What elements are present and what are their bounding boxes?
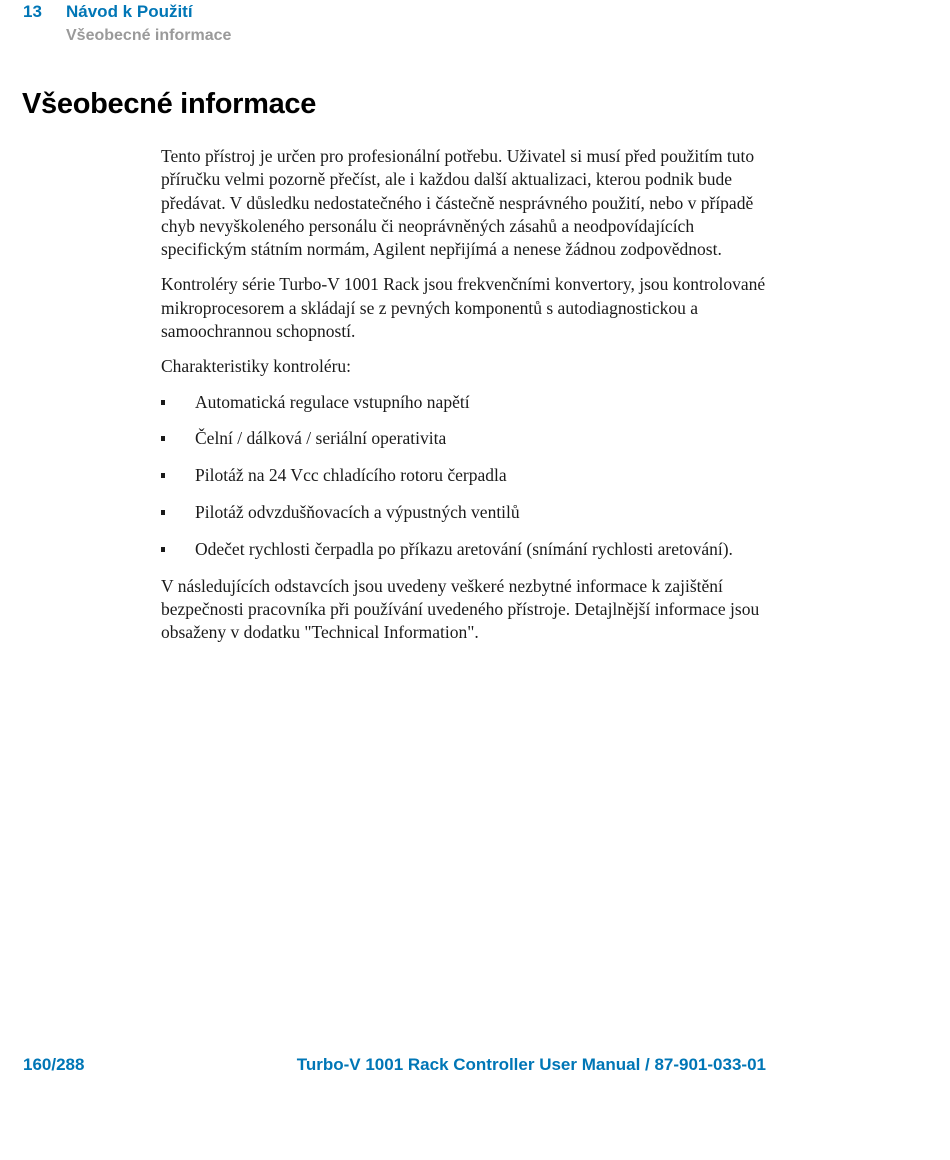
section-title: Všeobecné informace — [66, 27, 232, 44]
list-item-text: Pilotáž odvzdušňovacích a výpustných ventilů — [195, 502, 520, 523]
page-title: Všeobecné informace — [22, 88, 317, 120]
chapter-title: Návod k Použití — [66, 2, 193, 21]
bullet-square-icon — [161, 547, 165, 552]
paragraph-intro: Tento přístroj je určen pro profesionální potřebu. Uživatel si musí před použitím tuto příručku velmi pozorně přečíst, ale i každou další aktualizaci, kterou podnik bude předávat. V důsledku nedostatečného i částečně nesprávného použití, nebo v případě chyb nevyškoleného personálu či neoprávněných zásahů a neodpovídajících specifickým státním normám, Agilent nepřijímá a nenese žádnou zodpovědnost. — [161, 146, 755, 260]
bullet-square-icon — [161, 473, 165, 478]
bullet-square-icon — [161, 436, 165, 441]
list-item-text: Čelní / dálková / seriální operativita — [195, 428, 447, 449]
list-item — [161, 464, 781, 487]
list-item — [161, 538, 781, 561]
characteristics-list — [161, 391, 781, 561]
paragraph-characteristics: Charakteristiky kontroléru: — [161, 356, 352, 377]
chapter-number: 13 — [23, 2, 42, 21]
list-item-text: Odečet rychlosti čerpadla po příkazu aretování (snímání rychlosti aretování). — [195, 538, 733, 559]
list-item-text: Pilotáž na 24 Vcc chladícího rotoru čerpadla — [195, 465, 507, 486]
list-item — [161, 501, 781, 524]
list-item — [161, 391, 781, 414]
bullet-square-icon — [161, 510, 165, 515]
page-number: 160/288 — [23, 1055, 85, 1074]
main-content — [161, 145, 781, 657]
list-item — [161, 427, 781, 450]
list-item-text: Automatická regulace vstupního napětí — [195, 391, 470, 412]
paragraph-closing: V následujících odstavcích jsou uvedeny veškeré nezbytné informace k zajištění bezpečnosti pracovníka při používání uvedeného přístroje. Detajlnější informace jsou obsaženy v dodatku "Technical Information". — [161, 575, 760, 643]
paragraph-controllers: Kontroléry série Turbo-V 1001 Rack jsou frekvenčními konvertory, jsou kontrolované mikroprocesorem a skládají se z pevných komponentů s autodiagnostickou a samoochrannou schopností. — [161, 274, 766, 342]
bullet-square-icon — [161, 400, 165, 405]
manual-title: Turbo-V 1001 Rack Controller User Manual / 87-901-033-01 — [296, 1055, 766, 1074]
